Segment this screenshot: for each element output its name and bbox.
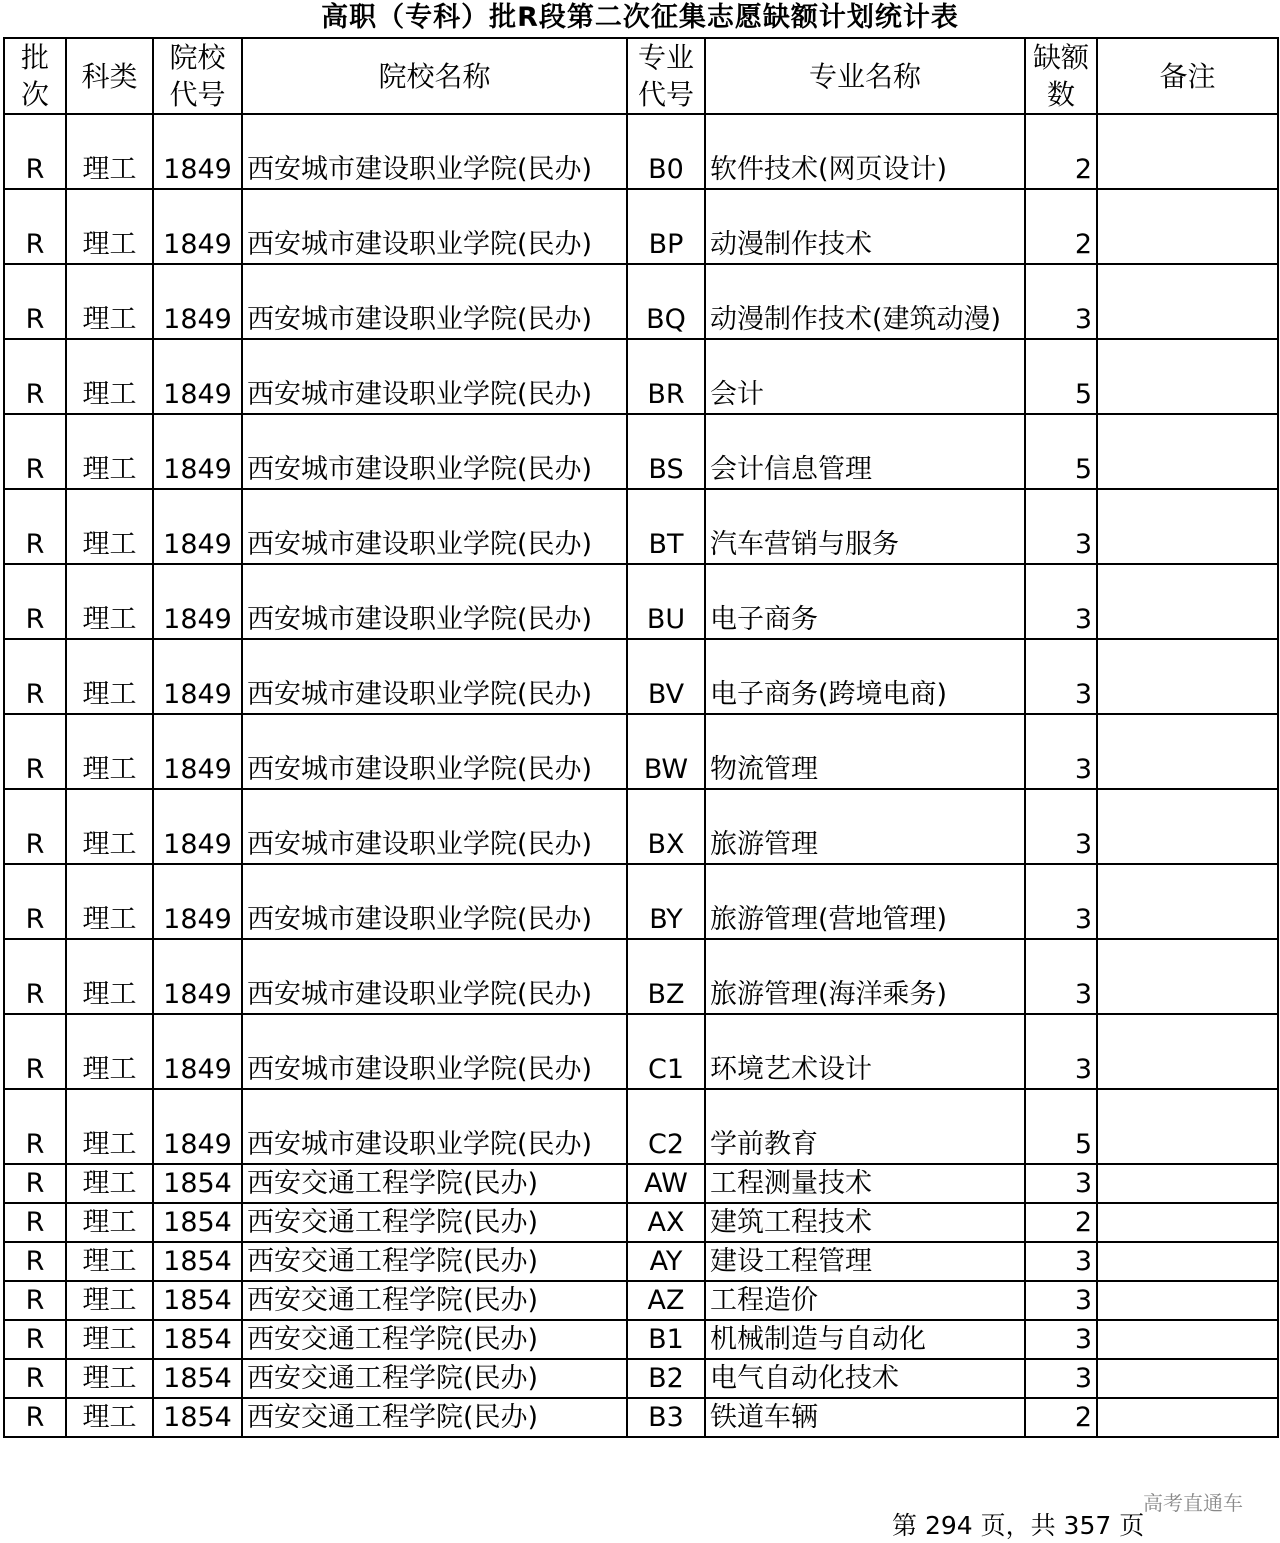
header-shortage: 缺额数 (1025, 38, 1097, 114)
cell-shortage: 3 (1025, 939, 1097, 1014)
table-row (4, 414, 1278, 489)
table-body (4, 114, 1278, 1437)
cell-major-code: AX (627, 1203, 705, 1242)
cell-category: 理工 (66, 789, 153, 864)
table-row (4, 564, 1278, 639)
cell-school-name: 西安城市建设职业学院(民办) (242, 189, 627, 264)
cell-category: 理工 (66, 1398, 153, 1437)
cell-remark (1097, 414, 1278, 489)
cell-major-name: 建设工程管理 (705, 1242, 1025, 1281)
cell-major-name: 铁道车辆 (705, 1398, 1025, 1437)
cell-remark (1097, 1242, 1278, 1281)
cell-shortage: 2 (1025, 189, 1097, 264)
cell-major-name: 电子商务(跨境电商) (705, 639, 1025, 714)
cell-school-code: 1849 (153, 939, 242, 1014)
cell-remark (1097, 1089, 1278, 1164)
cell-shortage: 5 (1025, 414, 1097, 489)
cell-shortage: 3 (1025, 489, 1097, 564)
cell-remark (1097, 1281, 1278, 1320)
cell-batch: R (4, 264, 66, 339)
cell-category: 理工 (66, 339, 153, 414)
cell-school-name: 西安城市建设职业学院(民办) (242, 714, 627, 789)
cell-school-name: 西安交通工程学院(民办) (242, 1242, 627, 1281)
cell-major-code: C1 (627, 1014, 705, 1089)
cell-major-name: 旅游管理(海洋乘务) (705, 939, 1025, 1014)
cell-major-code: B1 (627, 1320, 705, 1359)
cell-shortage: 3 (1025, 789, 1097, 864)
cell-batch: R (4, 339, 66, 414)
cell-major-name: 动漫制作技术(建筑动漫) (705, 264, 1025, 339)
cell-batch: R (4, 1398, 66, 1437)
table-row (4, 864, 1278, 939)
table-row (4, 1014, 1278, 1089)
cell-batch: R (4, 414, 66, 489)
cell-shortage: 2 (1025, 1203, 1097, 1242)
table-row (4, 489, 1278, 564)
cell-major-code: BW (627, 714, 705, 789)
cell-school-code: 1849 (153, 564, 242, 639)
cell-shortage: 3 (1025, 864, 1097, 939)
cell-school-name: 西安城市建设职业学院(民办) (242, 639, 627, 714)
header-category: 科类 (66, 38, 153, 114)
cell-shortage: 3 (1025, 264, 1097, 339)
cell-remark (1097, 939, 1278, 1014)
cell-major-name: 会计 (705, 339, 1025, 414)
cell-category: 理工 (66, 714, 153, 789)
cell-shortage: 3 (1025, 714, 1097, 789)
cell-major-name: 软件技术(网页设计) (705, 114, 1025, 189)
cell-major-code: BX (627, 789, 705, 864)
table-row (4, 1089, 1278, 1164)
cell-major-code: AZ (627, 1281, 705, 1320)
cell-major-code: C2 (627, 1089, 705, 1164)
cell-major-name: 汽车营销与服务 (705, 489, 1025, 564)
cell-school-code: 1849 (153, 114, 242, 189)
cell-school-code: 1854 (153, 1281, 242, 1320)
cell-major-code: BQ (627, 264, 705, 339)
cell-batch: R (4, 639, 66, 714)
cell-school-name: 西安交通工程学院(民办) (242, 1398, 627, 1437)
cell-remark (1097, 1203, 1278, 1242)
cell-major-code: BR (627, 339, 705, 414)
cell-major-name: 学前教育 (705, 1089, 1025, 1164)
cell-major-code: BY (627, 864, 705, 939)
cell-school-name: 西安城市建设职业学院(民办) (242, 1089, 627, 1164)
cell-school-code: 1849 (153, 1089, 242, 1164)
cell-school-code: 1854 (153, 1359, 242, 1398)
cell-batch: R (4, 114, 66, 189)
page-number: 第 294 页，共 357 页 (892, 1511, 1145, 1540)
header-school-code: 院校代号 (153, 38, 242, 114)
cell-major-name: 物流管理 (705, 714, 1025, 789)
cell-school-code: 1854 (153, 1164, 242, 1203)
cell-major-name: 动漫制作技术 (705, 189, 1025, 264)
cell-school-code: 1849 (153, 264, 242, 339)
cell-major-name: 建筑工程技术 (705, 1203, 1025, 1242)
cell-major-code: B3 (627, 1398, 705, 1437)
header-major-code: 专业代号 (627, 38, 705, 114)
cell-category: 理工 (66, 114, 153, 189)
header-major-name: 专业名称 (705, 38, 1025, 114)
table-row (4, 189, 1278, 264)
cell-school-code: 1854 (153, 1242, 242, 1281)
cell-batch: R (4, 864, 66, 939)
header-school-name: 院校名称 (242, 38, 627, 114)
cell-batch: R (4, 789, 66, 864)
cell-major-name: 会计信息管理 (705, 414, 1025, 489)
cell-major-code: B0 (627, 114, 705, 189)
cell-school-name: 西安城市建设职业学院(民办) (242, 339, 627, 414)
cell-school-code: 1849 (153, 789, 242, 864)
cell-major-name: 机械制造与自动化 (705, 1320, 1025, 1359)
cell-school-name: 西安城市建设职业学院(民办) (242, 414, 627, 489)
table-row (4, 714, 1278, 789)
cell-remark (1097, 789, 1278, 864)
cell-shortage: 3 (1025, 1014, 1097, 1089)
cell-batch: R (4, 1320, 66, 1359)
cell-remark (1097, 114, 1278, 189)
cell-shortage: 3 (1025, 1242, 1097, 1281)
cell-school-name: 西安城市建设职业学院(民办) (242, 789, 627, 864)
cell-school-code: 1849 (153, 1014, 242, 1089)
cell-remark (1097, 1164, 1278, 1203)
table-row (4, 1359, 1278, 1398)
cell-school-code: 1849 (153, 489, 242, 564)
cell-school-name: 西安交通工程学院(民办) (242, 1281, 627, 1320)
cell-school-code: 1849 (153, 714, 242, 789)
cell-batch: R (4, 1359, 66, 1398)
cell-shortage: 5 (1025, 339, 1097, 414)
cell-school-name: 西安城市建设职业学院(民办) (242, 114, 627, 189)
cell-major-code: AY (627, 1242, 705, 1281)
cell-remark (1097, 339, 1278, 414)
cell-school-code: 1854 (153, 1320, 242, 1359)
cell-category: 理工 (66, 264, 153, 339)
cell-school-code: 1849 (153, 639, 242, 714)
table-row (4, 1320, 1278, 1359)
cell-batch: R (4, 1014, 66, 1089)
cell-category: 理工 (66, 489, 153, 564)
cell-school-code: 1849 (153, 414, 242, 489)
cell-category: 理工 (66, 1359, 153, 1398)
cell-batch: R (4, 939, 66, 1014)
cell-school-code: 1849 (153, 864, 242, 939)
cell-shortage: 3 (1025, 1359, 1097, 1398)
cell-school-name: 西安交通工程学院(民办) (242, 1320, 627, 1359)
cell-batch: R (4, 1089, 66, 1164)
cell-batch: R (4, 1203, 66, 1242)
cell-major-name: 旅游管理(营地管理) (705, 864, 1025, 939)
table-row (4, 1281, 1278, 1320)
cell-batch: R (4, 1281, 66, 1320)
cell-batch: R (4, 714, 66, 789)
cell-category: 理工 (66, 564, 153, 639)
cell-major-code: BV (627, 639, 705, 714)
quota-table (3, 37, 1279, 1438)
cell-category: 理工 (66, 1164, 153, 1203)
cell-category: 理工 (66, 639, 153, 714)
cell-remark (1097, 264, 1278, 339)
cell-remark (1097, 639, 1278, 714)
cell-major-code: BP (627, 189, 705, 264)
header-batch: 批次 (4, 38, 66, 114)
cell-batch: R (4, 1164, 66, 1203)
cell-category: 理工 (66, 1320, 153, 1359)
cell-major-name: 电子商务 (705, 564, 1025, 639)
cell-category: 理工 (66, 1281, 153, 1320)
cell-major-code: AW (627, 1164, 705, 1203)
table-row (4, 114, 1278, 189)
table-header-row (4, 38, 1278, 114)
cell-major-name: 工程测量技术 (705, 1164, 1025, 1203)
page-title: 高职（专科）批R段第二次征集志愿缺额计划统计表 (321, 2, 959, 33)
cell-remark (1097, 714, 1278, 789)
cell-school-name: 西安城市建设职业学院(民办) (242, 864, 627, 939)
cell-school-name: 西安城市建设职业学院(民办) (242, 264, 627, 339)
header-remark: 备注 (1097, 38, 1278, 114)
cell-shortage: 5 (1025, 1089, 1097, 1164)
cell-category: 理工 (66, 864, 153, 939)
table-row (4, 789, 1278, 864)
cell-shortage: 2 (1025, 114, 1097, 189)
cell-major-code: BU (627, 564, 705, 639)
cell-major-code: B2 (627, 1359, 705, 1398)
cell-remark (1097, 564, 1278, 639)
watermark: 高考直通车 (1143, 1491, 1243, 1515)
cell-school-name: 西安城市建设职业学院(民办) (242, 1014, 627, 1089)
cell-batch: R (4, 1242, 66, 1281)
cell-category: 理工 (66, 1203, 153, 1242)
cell-school-name: 西安城市建设职业学院(民办) (242, 564, 627, 639)
cell-major-code: BZ (627, 939, 705, 1014)
cell-major-code: BS (627, 414, 705, 489)
cell-major-name: 旅游管理 (705, 789, 1025, 864)
cell-school-code: 1849 (153, 339, 242, 414)
cell-category: 理工 (66, 189, 153, 264)
cell-category: 理工 (66, 1014, 153, 1089)
cell-school-name: 西安交通工程学院(民办) (242, 1203, 627, 1242)
table-row (4, 1242, 1278, 1281)
cell-batch: R (4, 564, 66, 639)
table-row (4, 1203, 1278, 1242)
table-row (4, 939, 1278, 1014)
cell-category: 理工 (66, 1242, 153, 1281)
cell-shortage: 3 (1025, 1281, 1097, 1320)
cell-school-code: 1849 (153, 189, 242, 264)
cell-shortage: 3 (1025, 1320, 1097, 1359)
cell-school-name: 西安城市建设职业学院(民办) (242, 939, 627, 1014)
cell-major-name: 环境艺术设计 (705, 1014, 1025, 1089)
table-row (4, 339, 1278, 414)
cell-school-code: 1854 (153, 1203, 242, 1242)
cell-school-name: 西安交通工程学院(民办) (242, 1359, 627, 1398)
cell-remark (1097, 489, 1278, 564)
table-row (4, 264, 1278, 339)
table-row (4, 1164, 1278, 1203)
cell-school-name: 西安交通工程学院(民办) (242, 1164, 627, 1203)
cell-school-name: 西安城市建设职业学院(民办) (242, 489, 627, 564)
cell-shortage: 2 (1025, 1398, 1097, 1437)
cell-shortage: 3 (1025, 1164, 1097, 1203)
cell-remark (1097, 864, 1278, 939)
cell-remark (1097, 1320, 1278, 1359)
cell-remark (1097, 189, 1278, 264)
cell-category: 理工 (66, 1089, 153, 1164)
cell-remark (1097, 1014, 1278, 1089)
cell-remark (1097, 1359, 1278, 1398)
cell-major-name: 工程造价 (705, 1281, 1025, 1320)
table-row (4, 639, 1278, 714)
cell-major-code: BT (627, 489, 705, 564)
cell-school-code: 1854 (153, 1398, 242, 1437)
cell-shortage: 3 (1025, 639, 1097, 714)
cell-batch: R (4, 189, 66, 264)
cell-remark (1097, 1398, 1278, 1437)
cell-category: 理工 (66, 414, 153, 489)
cell-batch: R (4, 489, 66, 564)
table-row (4, 1398, 1278, 1437)
cell-category: 理工 (66, 939, 153, 1014)
cell-major-name: 电气自动化技术 (705, 1359, 1025, 1398)
cell-shortage: 3 (1025, 564, 1097, 639)
